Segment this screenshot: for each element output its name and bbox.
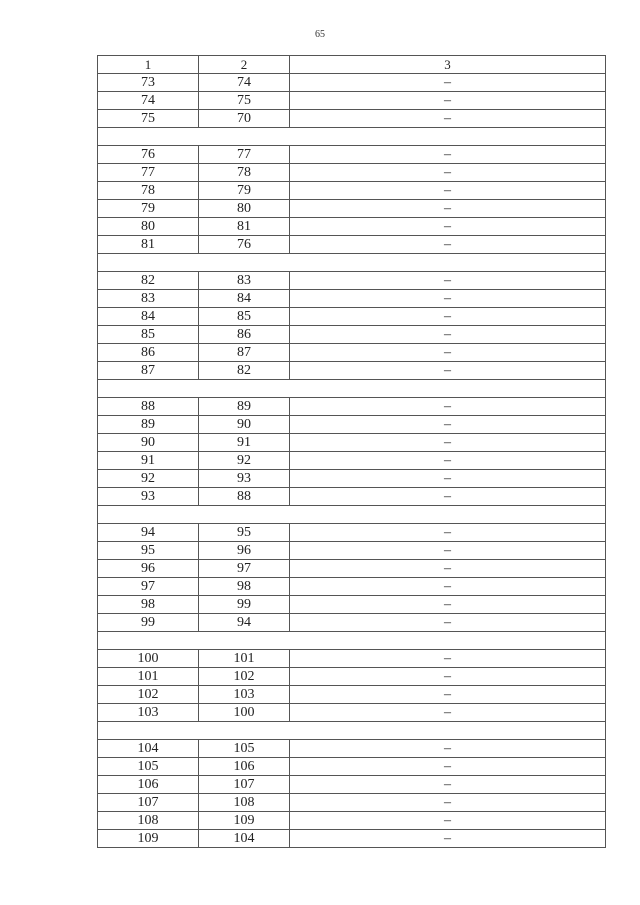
table-cell-col-3: – [290,290,606,308]
table-cell-col-2: 97 [199,560,290,578]
table-cell-col-2: 88 [199,488,290,506]
table-cell-col-1: 76 [98,146,199,164]
table-row [98,614,606,632]
table-row [98,200,606,218]
table-cell-col-1: 103 [98,704,199,722]
table-row [98,704,606,722]
table-row [98,812,606,830]
group-separator-cell [98,380,606,398]
table-cell-col-3: – [290,218,606,236]
table-cell-col-3: – [290,686,606,704]
table-row [98,146,606,164]
table-cell-col-2: 77 [199,146,290,164]
table-row [98,74,606,92]
table-cell-col-2: 89 [199,398,290,416]
table-body [98,56,606,848]
table-cell-col-1: 87 [98,362,199,380]
table-cell-col-1: 109 [98,830,199,848]
table-cell-col-2: 70 [199,110,290,128]
table-cell-col-1: 83 [98,290,199,308]
table-cell-col-3: – [290,344,606,362]
table-cell-col-1: 92 [98,470,199,488]
table-cell-col-1: 99 [98,614,199,632]
table-cell-col-2: 109 [199,812,290,830]
table-row [98,326,606,344]
table-cell-col-2: 106 [199,758,290,776]
table-cell-col-3: – [290,470,606,488]
table-cell-col-2: 87 [199,344,290,362]
table-row [98,398,606,416]
table-cell-col-2: 92 [199,452,290,470]
table-row [98,776,606,794]
table-row [98,164,606,182]
table-row [98,740,606,758]
table-cell-col-3: – [290,182,606,200]
table-cell-col-2: 100 [199,704,290,722]
group-separator-cell [98,632,606,650]
table-cell-col-3: – [290,326,606,344]
table-cell-col-3: – [290,416,606,434]
table-cell-col-1: 73 [98,74,199,92]
table-cell-col-3: – [290,398,606,416]
group-separator-row [98,128,606,146]
table-row [98,578,606,596]
group-separator-row [98,254,606,272]
table-row [98,434,606,452]
group-separator-row [98,722,606,740]
table-row [98,488,606,506]
table-row [98,344,606,362]
table-cell-col-3: – [290,542,606,560]
table-cell-col-3: – [290,488,606,506]
table-row [98,272,606,290]
table-cell-col-3: – [290,236,606,254]
table-cell-col-3: – [290,200,606,218]
group-separator-row [98,506,606,524]
table-row [98,758,606,776]
table-cell-col-2: 85 [199,308,290,326]
table-row [98,416,606,434]
table-cell-col-1: 75 [98,110,199,128]
table-cell-col-3: – [290,776,606,794]
table-cell-col-2: 78 [199,164,290,182]
table-row [98,182,606,200]
table-cell-col-2: 83 [199,272,290,290]
table-cell-col-3: – [290,560,606,578]
table-cell-col-1: 90 [98,434,199,452]
table-cell-col-2: 99 [199,596,290,614]
table-cell-col-1: 81 [98,236,199,254]
table-row [98,110,606,128]
table-cell-col-2: 107 [199,776,290,794]
table-cell-col-2: 101 [199,650,290,668]
table-cell-col-1: 101 [98,668,199,686]
group-separator-cell [98,722,606,740]
table-cell-col-1: 74 [98,92,199,110]
table-cell-col-1: 88 [98,398,199,416]
table-cell-col-2: 90 [199,416,290,434]
table-row [98,524,606,542]
table-cell-col-1: 89 [98,416,199,434]
table-cell-col-3: – [290,578,606,596]
table-cell-col-2: 82 [199,362,290,380]
table-cell-col-1: 96 [98,560,199,578]
table-cell-col-2: 105 [199,740,290,758]
table-cell-col-1: 100 [98,650,199,668]
table-cell-col-3: – [290,614,606,632]
group-separator-row [98,380,606,398]
table-cell-col-3: – [290,830,606,848]
table-cell-col-2: 96 [199,542,290,560]
group-separator-cell [98,254,606,272]
table-cell-col-2: 81 [199,218,290,236]
table-cell-col-1: 80 [98,218,199,236]
table-cell-col-3: – [290,704,606,722]
table-row [98,452,606,470]
table-cell-col-3: – [290,272,606,290]
table-cell-col-2: 79 [199,182,290,200]
table-cell-col-1: 91 [98,452,199,470]
table-cell-col-3: – [290,452,606,470]
table-cell-col-2: 76 [199,236,290,254]
table-cell-col-3: – [290,308,606,326]
table-row [98,596,606,614]
table-cell-col-1: 95 [98,542,199,560]
table-cell-col-2: 84 [199,290,290,308]
table-cell-col-1: 82 [98,272,199,290]
column-header-2: 2 [199,56,290,74]
group-separator-row [98,632,606,650]
table-cell-col-1: 79 [98,200,199,218]
table-cell-col-1: 77 [98,164,199,182]
table-row [98,236,606,254]
table-cell-col-3: – [290,146,606,164]
table-row [98,290,606,308]
column-header-3: 3 [290,56,606,74]
table-cell-col-1: 93 [98,488,199,506]
table-cell-col-1: 104 [98,740,199,758]
table-cell-col-1: 108 [98,812,199,830]
table-row [98,650,606,668]
table-cell-col-2: 75 [199,92,290,110]
table-cell-col-2: 104 [199,830,290,848]
table-cell-col-3: – [290,812,606,830]
table-row [98,470,606,488]
table-cell-col-3: – [290,794,606,812]
table-cell-col-1: 98 [98,596,199,614]
table-row [98,542,606,560]
table-cell-col-3: – [290,92,606,110]
table-cell-col-3: – [290,650,606,668]
group-separator-cell [98,506,606,524]
table-cell-col-2: 95 [199,524,290,542]
table-row [98,686,606,704]
table-header-row [98,56,606,74]
table-cell-col-1: 105 [98,758,199,776]
table-cell-col-2: 94 [199,614,290,632]
table-cell-col-1: 85 [98,326,199,344]
table-cell-col-3: – [290,362,606,380]
table-row [98,560,606,578]
table-cell-col-1: 102 [98,686,199,704]
table-cell-col-3: – [290,524,606,542]
table-row [98,362,606,380]
table-cell-col-3: – [290,164,606,182]
table-cell-col-2: 102 [199,668,290,686]
table-row [98,218,606,236]
table-cell-col-2: 91 [199,434,290,452]
table-cell-col-3: – [290,740,606,758]
column-header-1: 1 [98,56,199,74]
table-row [98,308,606,326]
page-number: 65 [315,29,325,40]
table-cell-col-2: 108 [199,794,290,812]
table-cell-col-1: 106 [98,776,199,794]
table-cell-col-3: – [290,110,606,128]
table-cell-col-3: – [290,668,606,686]
table-cell-col-2: 98 [199,578,290,596]
table-cell-col-1: 107 [98,794,199,812]
data-table [97,55,606,848]
table-row [98,668,606,686]
group-separator-cell [98,128,606,146]
table-cell-col-1: 94 [98,524,199,542]
table-cell-col-2: 80 [199,200,290,218]
table-cell-col-2: 103 [199,686,290,704]
table-row [98,830,606,848]
table-cell-col-3: – [290,434,606,452]
table-cell-col-3: – [290,596,606,614]
table-cell-col-2: 74 [199,74,290,92]
table-cell-col-2: 86 [199,326,290,344]
table-cell-col-1: 78 [98,182,199,200]
table-cell-col-1: 84 [98,308,199,326]
table-row [98,794,606,812]
table-cell-col-1: 86 [98,344,199,362]
table-row [98,92,606,110]
table-cell-col-3: – [290,74,606,92]
table-cell-col-3: – [290,758,606,776]
table-cell-col-2: 93 [199,470,290,488]
table-cell-col-1: 97 [98,578,199,596]
